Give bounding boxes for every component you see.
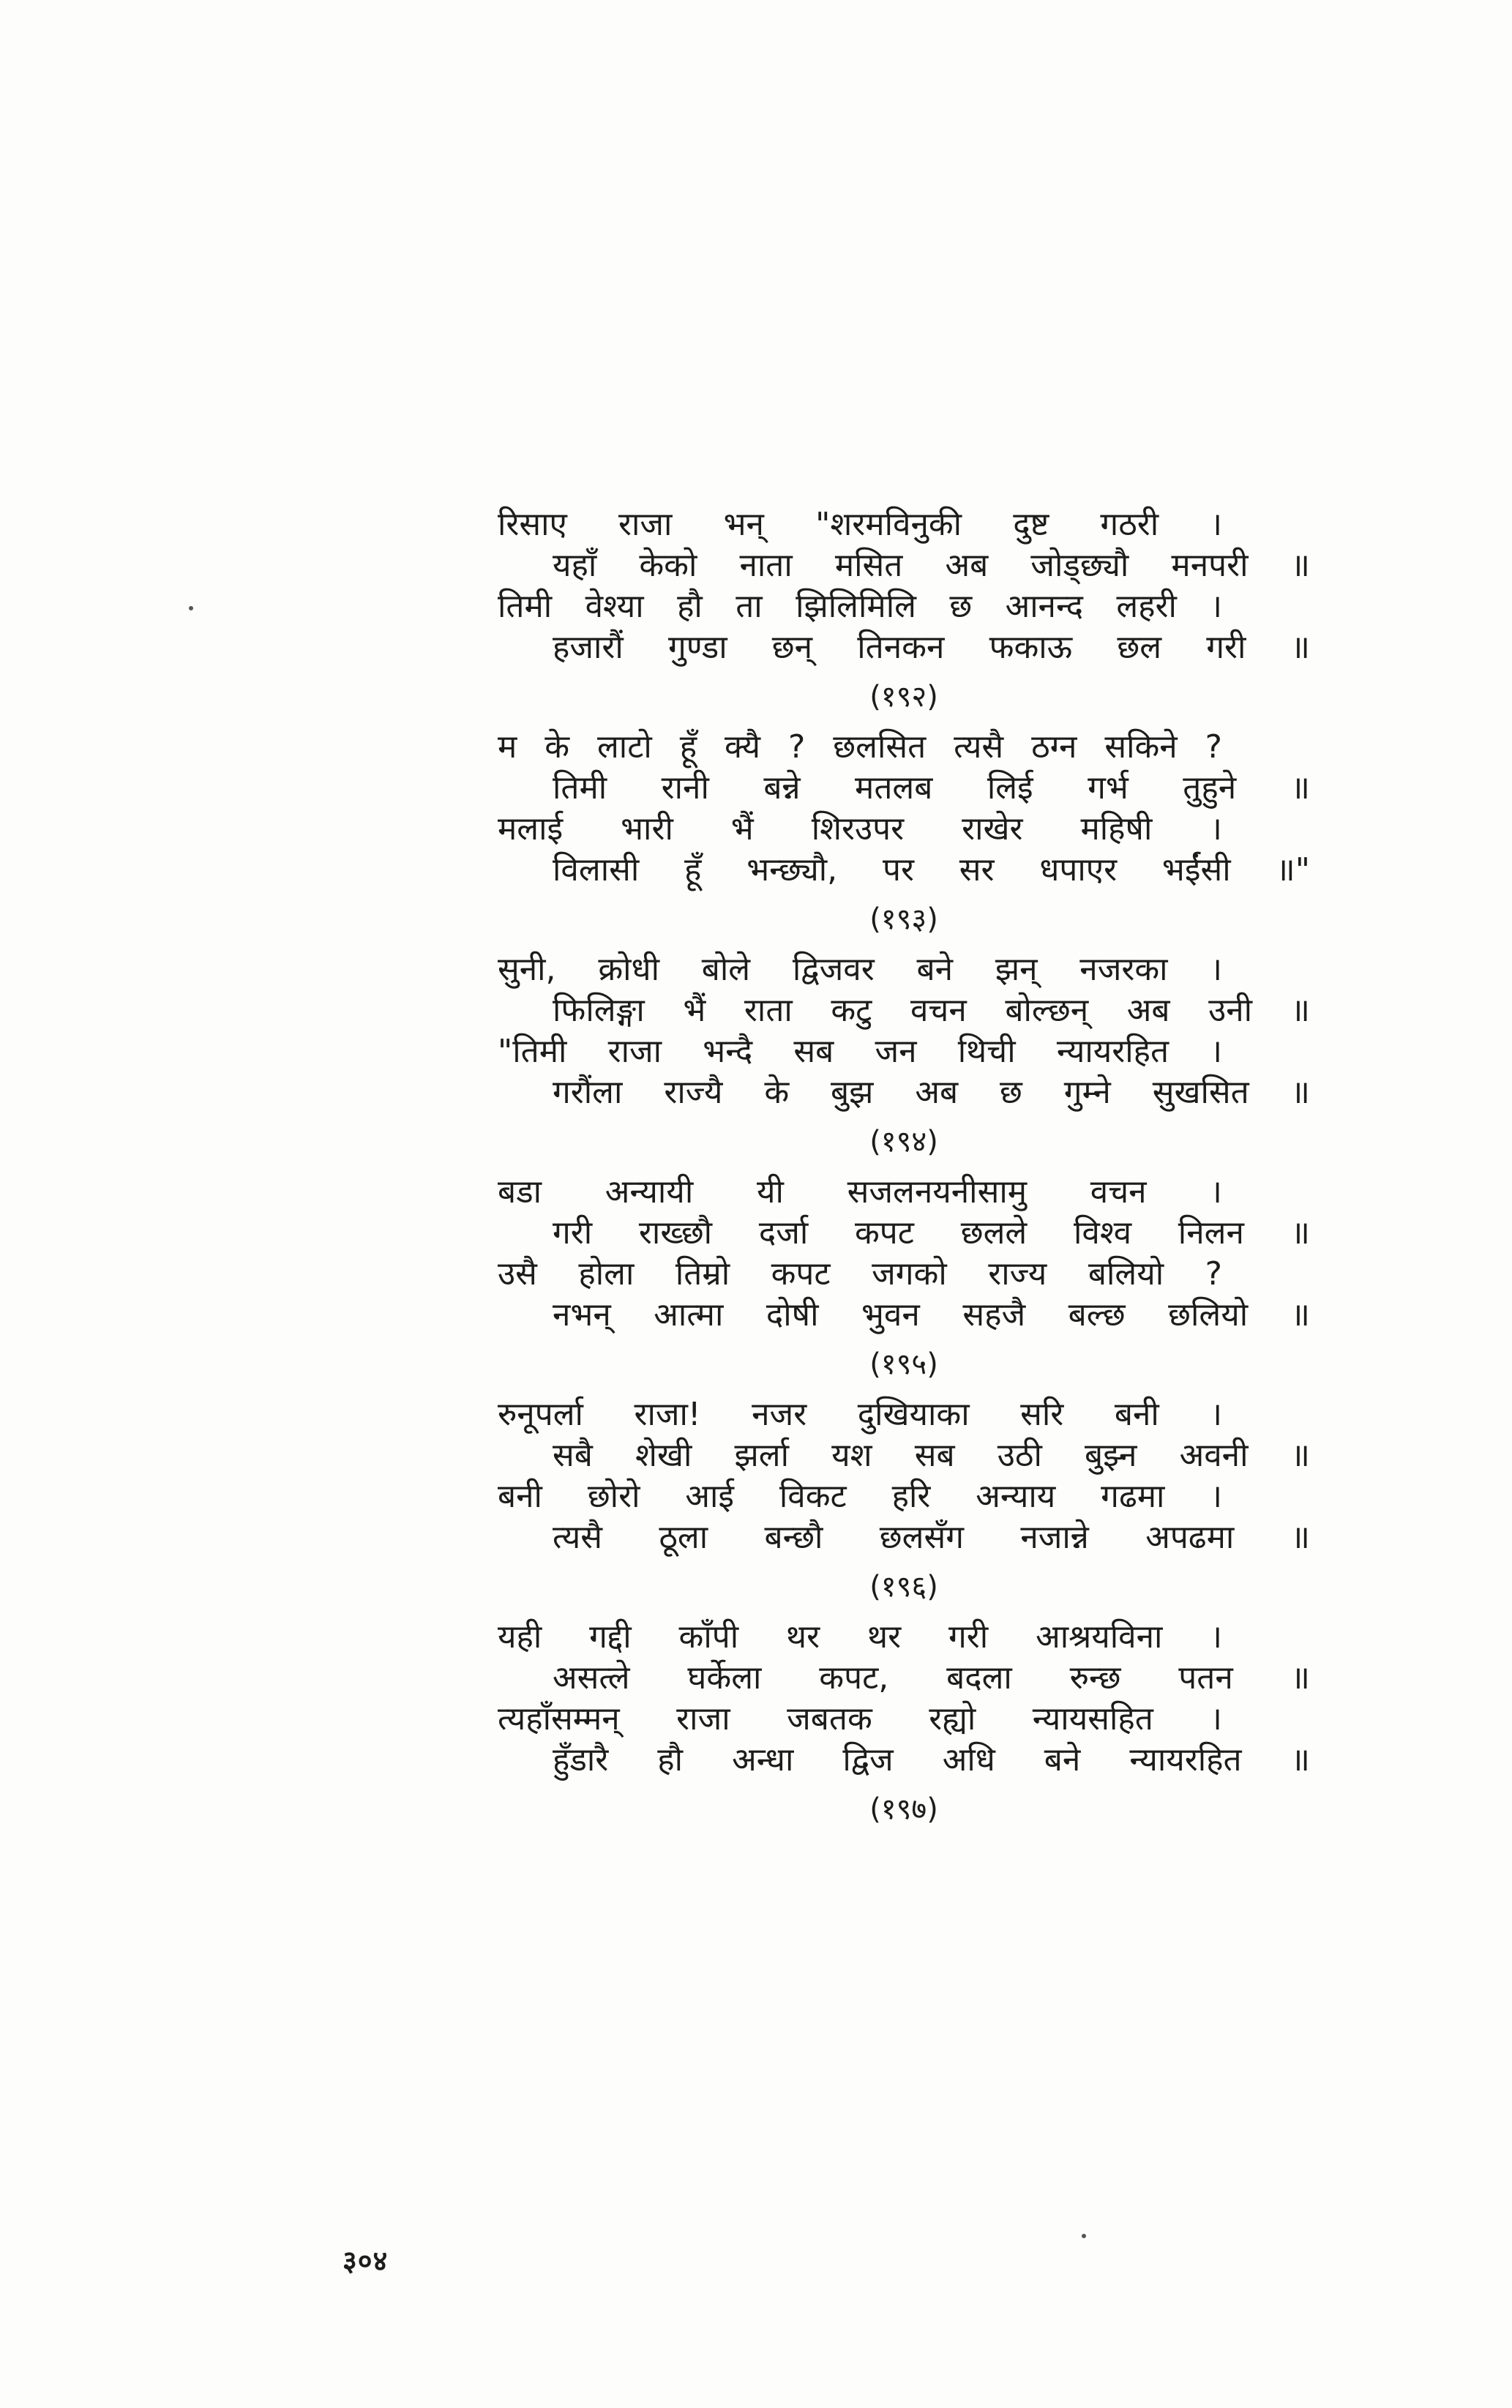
stanza-195 [498,1173,1310,1395]
verse-line: म के लाटो हूँ क्यै ? छलसित त्यसै ठग्न सकिने ? [498,728,1222,766]
verse-line: असत्ले घर्केला कपट, बदला रुन्छ पतन ॥ [553,1659,1310,1697]
verse-number: (१९७) [869,1792,938,1826]
verse-number: (१९४) [869,1125,938,1159]
verse-line: यहाँ केको नाता मसित अब जोड्छ्यौ मनपरी ॥ [553,547,1310,584]
verse-number: (१९६) [869,1570,938,1604]
verse-line: हुँडारै हौ अन्धा द्विज अधि बने न्यायरहित ॥ [553,1741,1310,1779]
verse-line: सबै शेखी झर्ला यश सब उठी बुझ्न अवनी ॥ [553,1437,1310,1474]
verse-line: तिमी वेश्या हौ ता झिलिमिलि छ आनन्द लहरी । [498,588,1222,625]
verse-line: नभन् आत्मा दोषी भुवन सहजै बल्छ छलियो ॥ [553,1296,1310,1334]
verse-line: हजारौं गुण्डा छन् तिनकन फकाऊ छल गरी ॥ [553,629,1310,666]
verse-line: सुनी, क्रोधी बोले द्विजवर बने झन् नजरका । [498,951,1222,988]
verse-number: (१९५) [869,1347,938,1381]
scan-speck [1082,2234,1086,2238]
verse-line: "तिमी राजा भन्दै सब जन थिची न्यायरहित । [498,1033,1222,1070]
verse-number: (१९२) [869,680,938,714]
verse-line: बनी छोरो आई विकट हरि अन्याय गढमा । [498,1478,1222,1515]
stanza-192 [498,505,1310,728]
scan-speck [189,606,193,610]
verse-line: उसै होला तिम्रो कपट जगको राज्य बलियो ? [498,1255,1222,1293]
verse-line: मलाई भारी भैं शिरउपर राखेर महिषी । [498,810,1222,848]
verse-line: गरी राख्छौ दर्जा कपट छलले विश्व निलन ॥ [553,1214,1310,1252]
stanza-194 [498,950,1310,1173]
poem-body [498,505,1310,1840]
verse-line: यही गद्दी काँपी थर थर गरी आश्रयविना । [498,1618,1222,1656]
page-number: ३०४ [343,2245,389,2277]
verse-line: गरौंला राज्यै के बुझ अब छ गुम्ने सुखसित ॥ [553,1074,1310,1111]
stanza-197 [498,1618,1310,1840]
verse-number: (१९३) [869,902,938,936]
verse-line: तिमी रानी बन्ने मतलब लिई गर्भ तुहुने ॥ [553,769,1310,807]
verse-line: बडा अन्यायी यी सजलनयनीसामु वचन । [498,1173,1222,1211]
verse-line: त्यसै ठूला बन्छौ छलसँग नजान्ने अपढमा ॥ [553,1519,1310,1556]
stanza-196 [498,1395,1310,1618]
verse-line: रुनूपर्ला राजा! नजर दुखियाका सरि बनी । [498,1396,1222,1433]
verse-line: त्यहाँसम्मन् राजा जबतक रह्यो न्यायसहित । [498,1700,1222,1738]
verse-line: रिसाए राजा भन् "शरमविनुकी दुष्ट गठरी । [498,506,1222,543]
verse-line: फिलिङ्गा भैं राता कटु वचन बोल्छन् अब उनी ॥ [553,992,1310,1029]
stanza-193 [498,728,1310,950]
verse-line: विलासी हूँ भन्छ्यौ, पर सर धपाएर भईंसी ॥" [553,851,1310,889]
